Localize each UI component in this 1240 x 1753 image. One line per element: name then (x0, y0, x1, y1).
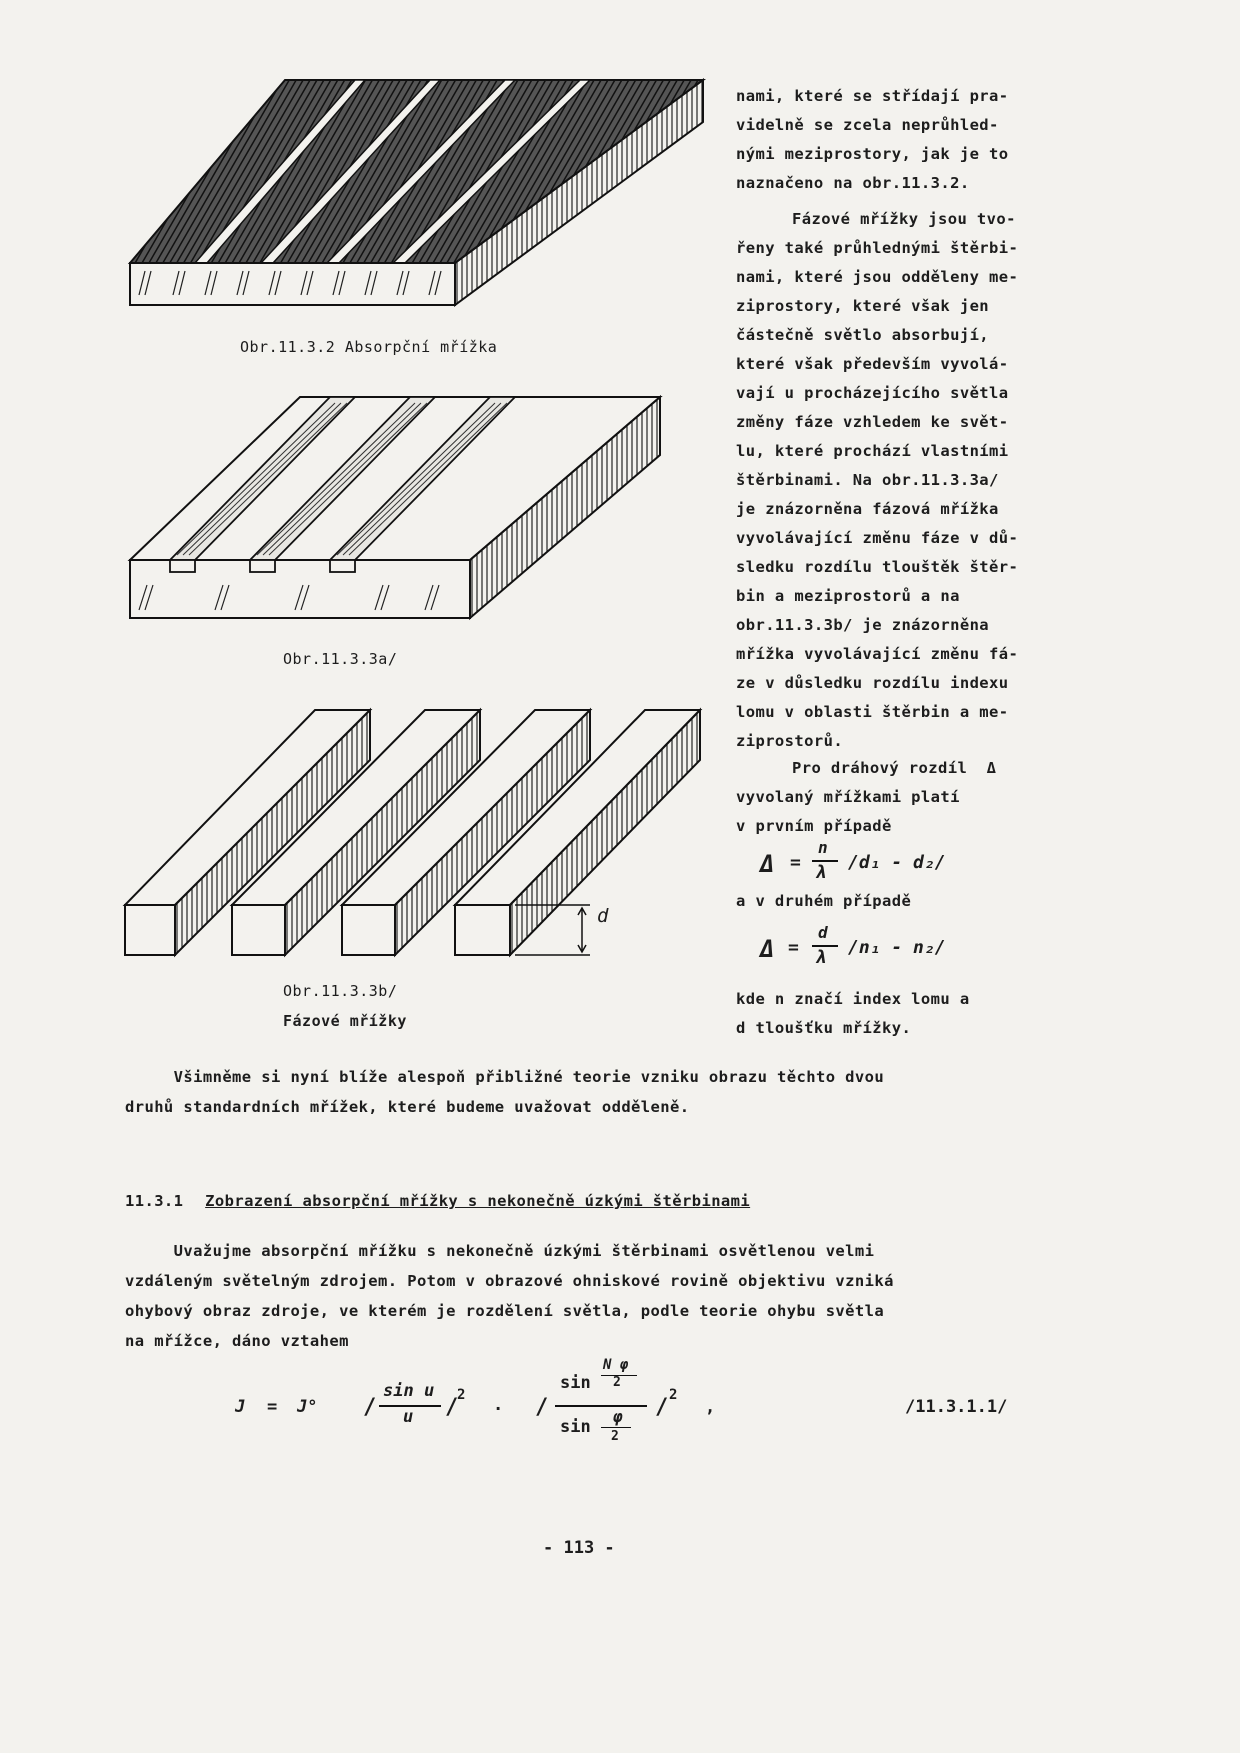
formula-paren-open-1: / (363, 1395, 377, 1420)
eq2-rest: /n₁ - n₂/ (848, 937, 946, 958)
text-line: ziprostorů. (736, 732, 844, 750)
formula-frac2-num-bot: 2 (613, 1375, 621, 1390)
formula-paren-close-2: / (655, 1395, 669, 1420)
text-line: kde n značí index lomu a (736, 990, 970, 1008)
section-heading (125, 1192, 750, 1210)
eq2-delta: Δ (760, 935, 775, 963)
equation-2 (760, 925, 960, 975)
formula-sq2: 2 (669, 1387, 678, 1403)
text-line: Uvažujme absorpční mřížku s nekonečně úzkými štěrbinami osvětlenou velmi (125, 1242, 875, 1260)
text-line: částečně světlo absorbují, (736, 326, 990, 344)
text-line: ze v důsledku rozdílu indexu (736, 674, 1009, 692)
formula-lhs: J (235, 1397, 246, 1417)
eq1-delta: Δ (760, 850, 775, 878)
figure-absorption-grating (125, 75, 715, 315)
formula-equals: = (267, 1397, 278, 1417)
eq1-rest: /d₁ - d₂/ (848, 852, 946, 873)
text-line: Všimněme si nyní blíže alespoň přibližné teorie vzniku obrazu těchto dvou (125, 1068, 885, 1086)
text-line: bin a meziprostorů a na (736, 587, 960, 605)
figure-phase-grating-a (125, 385, 685, 625)
eq1-equals: = (790, 852, 801, 873)
text-line: nami, které se střídají pra- (736, 87, 1009, 105)
text-line: je znázorněna fázová mřížka (736, 500, 999, 518)
equation-1 (760, 840, 960, 890)
text-line: videlně se zcela neprůhled- (736, 116, 999, 134)
side-column-text-2 (736, 205, 1018, 756)
text-line: které však především vyvolá- (736, 355, 1009, 373)
page-number: - 113 - (543, 1538, 615, 1558)
figure-phase-grating-b (120, 690, 720, 960)
text-line: a v druhém případě (736, 892, 912, 910)
formula-frac2-num-top: N φ (603, 1357, 629, 1373)
text-line: nými meziprostory, jak je to (736, 145, 1009, 163)
formula-frac1-den: u (403, 1407, 414, 1427)
text-line: druhů standardních mřížek, které budeme uvažovat odděleně. (125, 1098, 690, 1116)
text-line: obr.11.3.3b/ je znázorněna (736, 616, 990, 634)
eq1-numerator: n (818, 838, 828, 857)
text-line: štěrbinami. Na obr.11.3.3a/ (736, 471, 999, 489)
text-line: v prvním případě (736, 817, 892, 835)
text-line: na mřížce, dáno vztahem (125, 1332, 349, 1350)
formula-paren-close-1: / (445, 1395, 459, 1420)
formula-sq1: 2 (457, 1387, 466, 1403)
text-line: mřížka vyvolávající změnu fá- (736, 645, 1019, 663)
formula-frac2-den-top: φ (613, 1407, 623, 1426)
eq2-numerator: d (818, 923, 828, 942)
text-line: lu, které prochází vlastními (736, 442, 1009, 460)
text-line: naznačeno na obr.11.3.2. (736, 174, 970, 192)
text-line: ohybový obraz zdroje, ve kterém je rozdělení světla, podle teorie ohybu světla (125, 1302, 885, 1320)
section-title: Zobrazení absorpční mřížky s nekonečně úzkými štěrbinami (205, 1192, 751, 1210)
section-number: 11.3.1 (125, 1192, 184, 1210)
text-line: sledku rozdílu tlouštěk štěr- (736, 558, 1019, 576)
formula-frac1-num: sin u (383, 1381, 435, 1401)
text-line: vyvolávající změnu fáze v dů- (736, 529, 1019, 547)
formula-j0: J° (297, 1397, 318, 1417)
eq2-denominator: λ (815, 947, 826, 968)
paragraph-grating (125, 1236, 894, 1356)
text-line: nami, které jsou odděleny me- (736, 268, 1019, 286)
text-line: vyvolaný mřížkami platí (736, 788, 960, 806)
formula-frac2-den-bar (601, 1427, 631, 1428)
side-column-text-1 (736, 82, 1009, 198)
text-line: lomu v oblasti štěrbin a me- (736, 703, 1009, 721)
side-mid-line (736, 887, 911, 916)
text-line: ziprostory, které však jen (736, 297, 990, 315)
paragraph-intro (125, 1062, 884, 1122)
text-line: vzdáleným světelným zdrojem. Potom v obrazové ohniskové rovině objektivu vzniká (125, 1272, 894, 1290)
formula-dot: . (493, 1395, 504, 1415)
text-line: Pro dráhový rozdíl Δ (792, 759, 997, 777)
eq2-equals: = (788, 937, 799, 958)
text-line: vají u procházejícího světla (736, 384, 1009, 402)
figure-3-label-d: d (597, 905, 609, 927)
formula-11-3-1-1 (235, 1357, 1035, 1455)
figure-1-caption: Obr.11.3.2 Absorpční mřížka (240, 338, 498, 356)
formula-frac2-bar (555, 1405, 647, 1407)
text-line: Fázové mřížky jsou tvo- (792, 210, 1016, 228)
text-line: změny fáze vzhledem ke svět- (736, 413, 1009, 431)
formula-label: /11.3.1.1/ (905, 1397, 1008, 1417)
figure-3-caption-line1: Obr.11.3.3b/ (283, 982, 398, 1000)
formula-frac2-den-bot: 2 (611, 1429, 619, 1444)
text-line: d tloušťku mřížky. (736, 1019, 912, 1037)
formula-frac2-num-sin: sin (560, 1373, 591, 1393)
figure-3-caption-line2: Fázové mřížky (283, 1012, 407, 1030)
side-column-text-4 (736, 985, 970, 1043)
figure-2-caption: Obr.11.3.3a/ (283, 650, 398, 668)
formula-comma: , (705, 1397, 716, 1417)
eq1-denominator: λ (815, 862, 826, 883)
side-column-text-3 (736, 754, 996, 841)
text-line: řeny také průhlednými štěrbi- (736, 239, 1019, 257)
formula-frac2-den-sin: sin (560, 1417, 591, 1437)
formula-paren-open-2: / (535, 1395, 549, 1420)
